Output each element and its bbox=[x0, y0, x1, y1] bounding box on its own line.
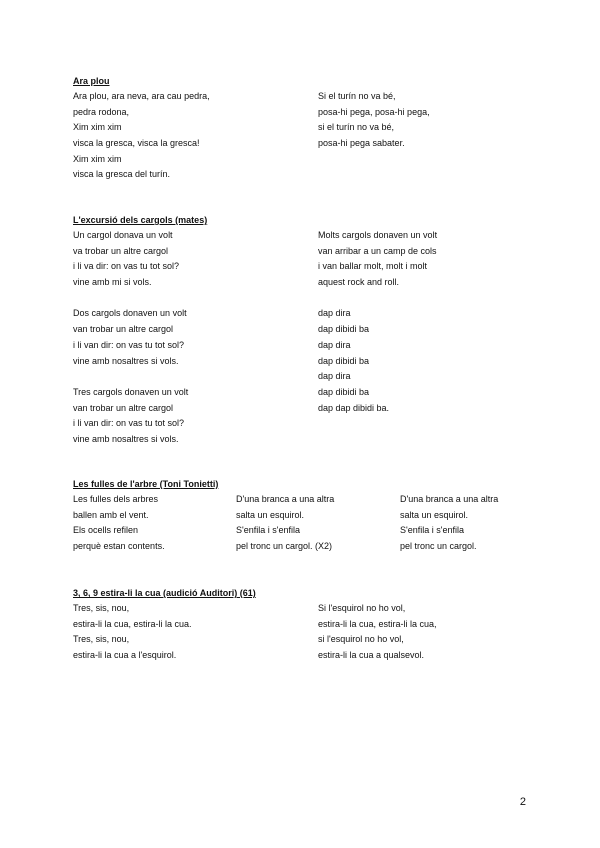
song-title: Les fulles de l'arbre (Toni Tonietti) bbox=[73, 479, 219, 489]
stanza-gap bbox=[318, 291, 437, 307]
lyrics-left-column bbox=[73, 228, 188, 448]
song-excursio-cargols bbox=[73, 212, 543, 444]
lyric-line: posa-hi pega, posa-hi pega, bbox=[318, 106, 430, 117]
lyric-line: vine amb mi si vols. bbox=[73, 277, 152, 288]
lyric-line: pel tronc un cargol. bbox=[400, 541, 477, 552]
lyric-line: D'una branca a una altra bbox=[236, 494, 335, 504]
lyric-line: estira-li la cua a l'esquirol. bbox=[73, 650, 177, 661]
song-ara-plou bbox=[73, 73, 543, 180]
lyric-line: i li van dir: on vas tu tot sol? bbox=[73, 339, 185, 350]
lyric-line: i van ballar molt, molt i molt bbox=[318, 261, 428, 272]
lyric-line: Ara plou, ara neva, ara cau pedra, bbox=[73, 91, 210, 101]
lyric-line: va trobar un altre cargol bbox=[73, 245, 169, 256]
lyric-line: Si el turín no va bé, bbox=[318, 91, 396, 101]
lyric-line: dap dibidi ba bbox=[318, 355, 370, 366]
lyric-line: i li va dir: on vas tu tot sol? bbox=[73, 261, 180, 272]
lyric-line: van arribar a un camp de cols bbox=[318, 245, 437, 256]
lyric-line: Les fulles dels arbres bbox=[73, 494, 159, 504]
lyric-line: pedra rodona, bbox=[73, 106, 130, 117]
stanza-gap bbox=[73, 369, 188, 385]
lyric-line: van trobar un altre cargol bbox=[73, 324, 174, 335]
lyrics-column-2 bbox=[236, 492, 334, 555]
lyric-line: S'enfila i s'enfila bbox=[400, 525, 464, 536]
lyric-line: Tres, sis, nou, bbox=[73, 603, 130, 613]
lyric-line: dap dira bbox=[318, 308, 351, 319]
lyric-line: Xim xim xim bbox=[73, 122, 122, 133]
lyric-line: aquest rock and roll. bbox=[318, 277, 400, 288]
lyric-line: dap dira bbox=[318, 371, 351, 382]
lyric-line: Tres cargols donaven un volt bbox=[73, 386, 189, 397]
lyric-line: pel tronc un cargol. (X2) bbox=[236, 541, 333, 552]
lyrics-column-1 bbox=[73, 492, 165, 555]
lyric-line: visca la gresca, visca la gresca! bbox=[73, 138, 200, 149]
lyric-line: posa-hi pega sabater. bbox=[318, 138, 405, 149]
lyric-line: Molts cargols donaven un volt bbox=[318, 230, 438, 240]
song-title: Ara plou bbox=[73, 76, 110, 86]
page-number: 2 bbox=[519, 796, 526, 808]
lyric-line: dap dap dibidi ba. bbox=[318, 402, 390, 413]
lyrics-column-3 bbox=[400, 492, 498, 555]
lyrics-right-column bbox=[318, 601, 437, 664]
song-fulles-arbre bbox=[73, 476, 543, 552]
lyric-line: Dos cargols donaven un volt bbox=[73, 308, 187, 319]
lyric-line: S'enfila i s'enfila bbox=[236, 525, 300, 536]
lyrics-left-column bbox=[73, 89, 210, 183]
lyric-line: dap dibidi ba bbox=[318, 386, 370, 397]
lyric-line: Si l'esquirol no ho vol, bbox=[318, 603, 406, 613]
lyrics-left-column bbox=[73, 601, 192, 664]
lyric-line: Un cargol donava un volt bbox=[73, 230, 173, 240]
lyric-line: estira-li la cua, estira-li la cua, bbox=[318, 618, 437, 629]
lyric-line: Tres, sis, nou, bbox=[73, 634, 130, 645]
lyric-line: van trobar un altre cargol bbox=[73, 402, 174, 413]
lyric-line: ballen amb el vent. bbox=[73, 509, 149, 520]
lyric-line: visca la gresca del turín. bbox=[73, 169, 171, 180]
lyric-line: perquè estan contents. bbox=[73, 541, 165, 552]
lyric-line: dap dibidi ba bbox=[318, 324, 370, 335]
stanza-gap bbox=[73, 291, 188, 307]
lyric-line: dap dira bbox=[318, 339, 351, 350]
lyric-line: Els ocells refilen bbox=[73, 525, 139, 536]
lyric-line: salta un esquirol. bbox=[236, 509, 305, 520]
song-title: 3, 6, 9 estira-li la cua (audició Auditori) (61) bbox=[73, 588, 256, 598]
lyrics-right-column bbox=[318, 89, 430, 152]
lyric-line: estira-li la cua, estira-li la cua. bbox=[73, 618, 192, 629]
song-estira-li-la-cua bbox=[73, 585, 543, 661]
song-title: L'excursió dels cargols (mates) bbox=[73, 215, 208, 225]
lyric-line: estira-li la cua a qualsevol. bbox=[318, 650, 425, 661]
lyric-line: i li van dir: on vas tu tot sol? bbox=[73, 418, 185, 429]
lyric-line: vine amb nosaltres si vols. bbox=[73, 433, 179, 444]
lyric-line: si el turín no va bé, bbox=[318, 122, 395, 133]
lyric-line: vine amb nosaltres si vols. bbox=[73, 355, 179, 366]
lyric-line: salta un esquirol. bbox=[400, 509, 469, 520]
lyric-line: D'una branca a una altra bbox=[400, 494, 499, 504]
lyrics-right-column bbox=[318, 228, 437, 416]
lyric-line: si l'esquirol no ho vol, bbox=[318, 634, 404, 645]
lyric-line: Xim xim xim bbox=[73, 153, 122, 164]
